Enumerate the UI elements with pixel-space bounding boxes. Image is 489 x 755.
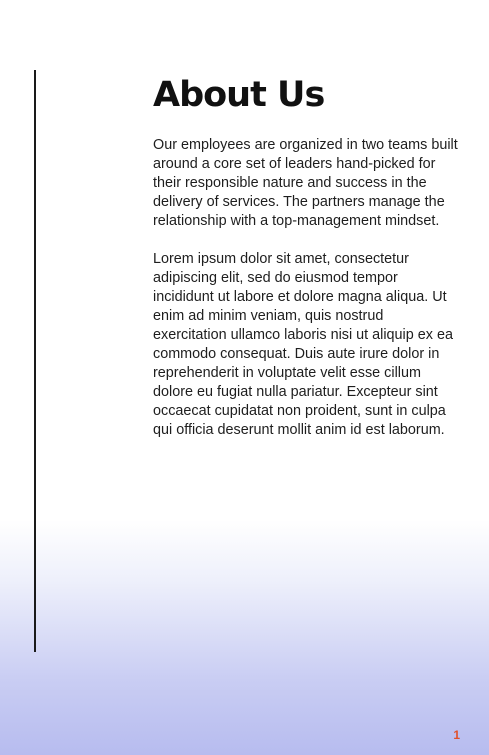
vertical-divider [34, 70, 36, 652]
body-paragraph: Lorem ipsum dolor sit amet, consectetur adipiscing elit, sed do eiusmod tempor incididunt ut labore et dolore magna aliqua. Ut enim ad minim veniam, quis nostrud exercitation ullamco laboris nisi ut aliquip ex ea commodo consequat. Duis aute irure dolor in reprehenderit in voluptate velit esse cillum dolore eu fugiat nulla pariatur. Excepteur sint occaecat cupidatat non proident, sunt in culpa qui officia deserunt mollit anim id est laborum. [153, 251, 453, 438]
content-column [153, 72, 459, 440]
page-title: About Us [153, 75, 325, 115]
intro-paragraph: Our employees are organized in two teams built around a core set of leaders hand-picked for their responsible nature and success in the delivery of services. The partners manage the relationship with a top-management mindset. [153, 137, 458, 229]
page-number: 1 [453, 728, 460, 742]
